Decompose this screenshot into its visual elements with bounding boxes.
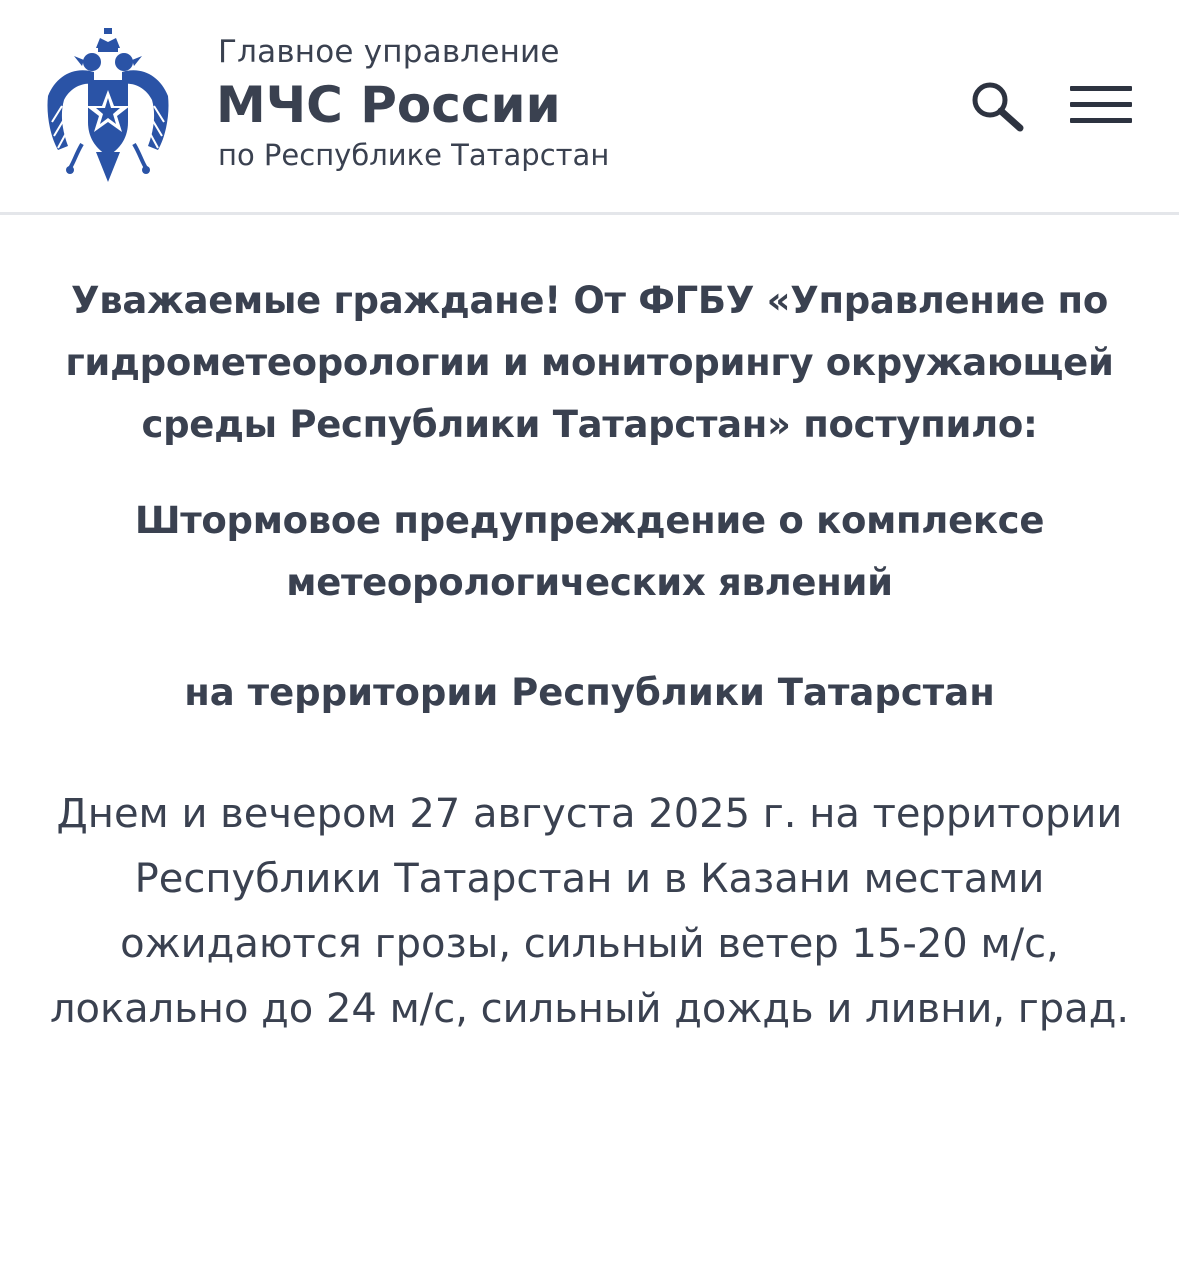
search-icon — [968, 78, 1028, 134]
warning-title: Штормовое предупреждение о комплексе метеорологических явлений — [134, 499, 1045, 604]
article-content — [30, 270, 1149, 1042]
article-intro: Уважаемые граждане! От ФГБУ «Управление по гидрометеорологии и мониторингу окружающей среды Республики Татарстан» поступило: — [65, 279, 1114, 446]
org-name-subtitle: по Республике Татарстан — [218, 138, 610, 172]
org-name-main[interactable]: МЧС России — [216, 76, 561, 134]
site-header — [0, 0, 1179, 215]
search-button[interactable] — [968, 78, 1028, 134]
warning-body-text: Днем и вечером 27 августа 2025 г. на территории Республики Татарстан и в Казани местами ожидаются грозы, сильный ветер 15-20 м/с, локально до 24 м/с, сильный дождь и ливни, град. — [49, 791, 1130, 1032]
mchs-emblem-icon[interactable] — [44, 26, 172, 184]
org-name-top-line: Главное управление — [218, 34, 560, 70]
menu-button[interactable] — [1068, 84, 1134, 126]
hamburger-menu-icon — [1070, 102, 1132, 107]
hamburger-menu-icon — [1070, 118, 1132, 123]
warning-region: на территории Республики Татарстан — [184, 671, 995, 714]
hamburger-menu-icon — [1070, 86, 1132, 91]
